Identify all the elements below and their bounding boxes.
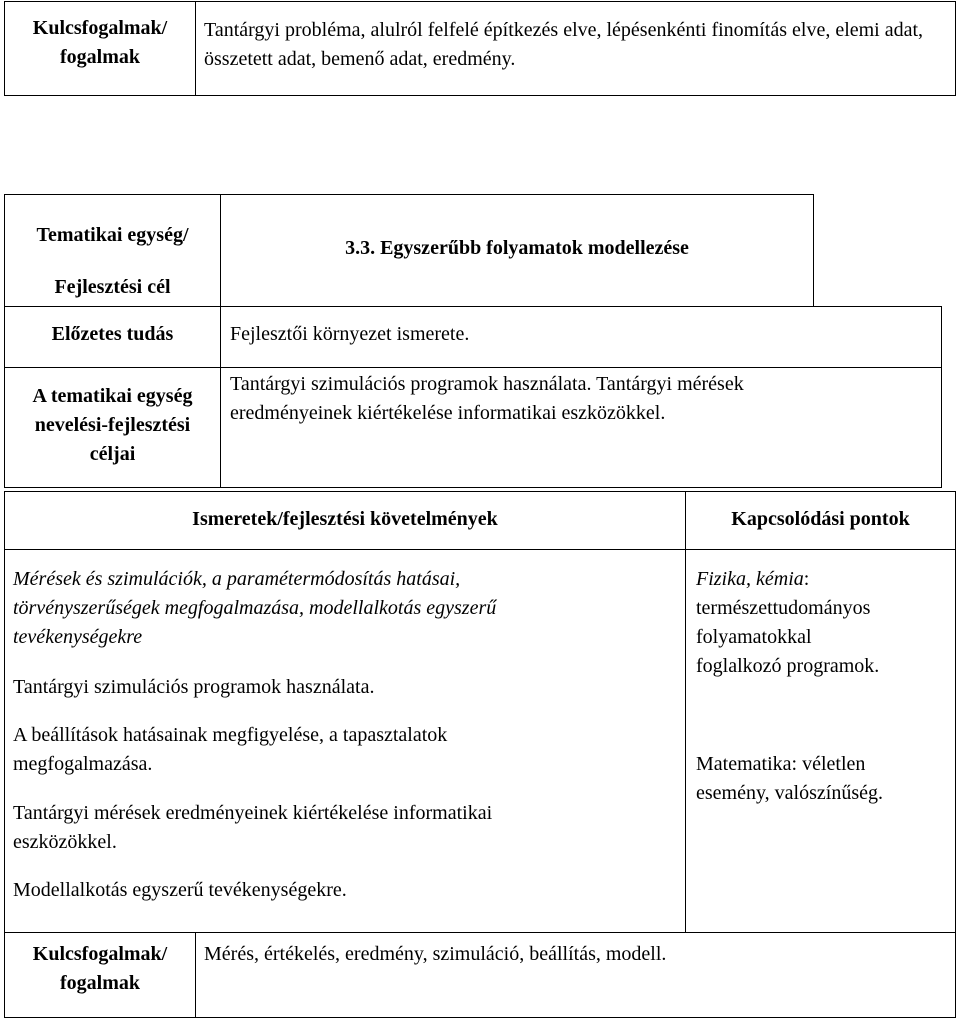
requirement-item: Modellalkotás egyszerű tevékenységekre.: [13, 879, 347, 901]
requirement-item-line2: megfogalmazása.: [13, 753, 153, 775]
link-mathematics-line1: Matematika: véletlen: [696, 753, 866, 775]
link-mathematics-line2: esemény, valószínűség.: [696, 782, 883, 804]
requirement-item-line1: A beállítások hatásainak megfigyelése, a tapasztalatok: [13, 724, 448, 746]
requirements-header: Ismeretek/fejlesztési követelmények: [192, 508, 498, 530]
development-goals-value-line2: eredményeinek kiértékelése informatikai eszközökkel.: [230, 402, 666, 424]
requirements-intro-line2: törvényszerűségek megfogalmazása, modellalkotás egyszerű: [13, 597, 497, 619]
development-goals-value-line1: Tantárgyi szimulációs programok használata. Tantárgyi mérések: [230, 373, 744, 395]
bottom-key-concepts-label-line2: fogalmak: [60, 972, 140, 994]
thematic-unit-label-line1: Tematikai egység/: [36, 224, 189, 246]
link-physics-chemistry-line2: folyamatokkal: [696, 626, 812, 648]
requirement-item-line1: Tantárgyi mérések eredményeinek kiértékelése informatikai: [13, 802, 493, 824]
development-goals-label: [5, 382, 220, 469]
top-key-concepts-label: [5, 14, 195, 72]
bottom-key-concepts-value: Mérés, értékelés, eredmény, szimuláció, beállítás, modell.: [204, 943, 667, 965]
requirement-item: [13, 721, 683, 779]
requirements-intro-line3: tevékenységekre: [13, 626, 143, 648]
top-key-concepts-label-line1: Kulcsfogalmak/: [32, 17, 168, 39]
link-mathematics: [696, 750, 954, 808]
links-header: Kapcsolódási pontok: [731, 508, 910, 530]
thematic-unit-label: [5, 209, 220, 313]
bottom-key-concepts-label-line1: Kulcsfogalmak/: [32, 943, 168, 965]
thematic-unit-label-line2: Fejlesztési cél: [54, 276, 171, 298]
thematic-unit-title: 3.3. Egyszerűbb folyamatok modellezése: [345, 237, 689, 259]
requirement-item: Tantárgyi szimulációs programok használata.: [13, 676, 375, 698]
requirement-item-line2: eszközökkel.: [13, 831, 117, 853]
development-goals-label-line3: céljai: [89, 443, 136, 465]
link-physics-chemistry-line3: foglalkozó programok.: [696, 655, 880, 677]
link-physics-chemistry-line1: természettudományos: [696, 597, 871, 619]
link-physics-chemistry-colon: :: [803, 568, 810, 590]
requirements-intro-line1: Mérések és szimulációk, a paramétermódosítás hatásai,: [13, 568, 461, 590]
requirements-intro: [13, 565, 683, 652]
top-key-concepts-value: Tantárgyi probléma, alulról felfelé építkezés elve, lépésenkénti finomítás elve, elemi adat, összetett adat, bemenő adat, eredmény.: [204, 19, 924, 70]
development-goals-label-line1: A tematikai egység: [32, 385, 193, 407]
requirement-item: [13, 799, 683, 857]
top-key-concepts-label-line2: fogalmak: [60, 46, 140, 68]
link-physics-chemistry-subject: Fizika, kémia: [696, 568, 804, 590]
development-goals-label-line2: nevelési-fejlesztési: [34, 414, 191, 436]
prior-knowledge-label: Előzetes tudás: [51, 323, 174, 345]
development-goals-value: [230, 370, 935, 428]
bottom-key-concepts-label: [5, 940, 195, 998]
prior-knowledge-value: Fejlesztői környezet ismerete.: [230, 323, 470, 345]
link-physics-chemistry: [696, 565, 954, 681]
